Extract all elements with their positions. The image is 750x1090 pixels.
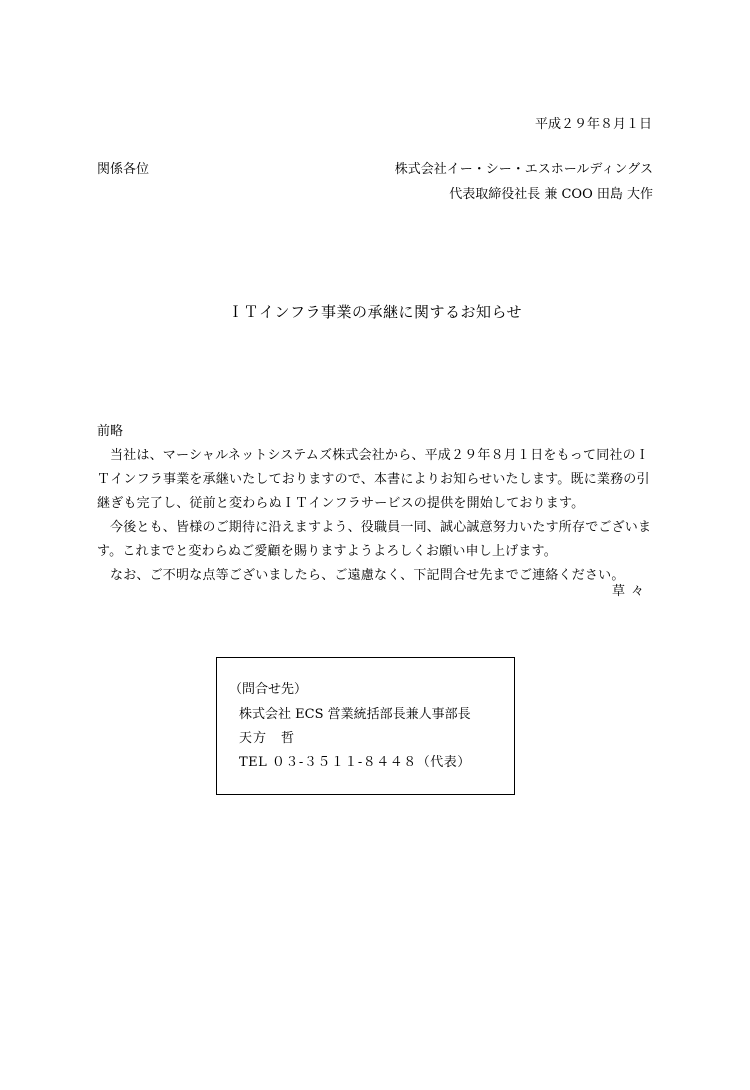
contact-organization: 株式会社 ECS 営業統括部長兼人事部長 [239,707,471,722]
paragraph: なお、ご不明な点等ございましたら、ご遠慮なく、下記問合せ先までご連絡ください。 [110,568,625,583]
contact-person: 天方 哲 [239,731,296,746]
closing: 草々 [611,584,650,599]
contact-heading: （問合せ先） [229,682,308,697]
recipient: 関係各位 [97,162,150,177]
salutation: 前略 [97,424,124,439]
sender-company: 株式会社イー・シー・エスホールディングス [394,162,653,177]
sender-representative: 代表取締役社長 兼 COO 田島 大作 [449,187,653,202]
paragraph: 当社は、マーシャルネットシステムズ株式会社から、平成２９年８月１日をもって同社のＩＴインフラ事業を承継いたしておりますので、本書によりお知らせいたします。既に業務の引継ぎも完了し、従前と変わらぬＩＴインフラサービスの提供を開始しております。 [97,448,650,511]
paragraph: 今後とも、皆様のご期待に沿えますよう、役職員一同、誠心誠意努力いたす所存でございます。これまでと変わらぬご愛顧を賜りますようよろしくお願い申し上げます。 [97,520,652,559]
body-text [97,444,657,588]
contact-phone: TEL ０３-３５１１-８４４８（代表） [239,755,471,770]
document-title: ＩＴインフラ事業の承継に関するお知らせ [227,303,523,321]
document-date: 平成２９年８月１日 [534,117,652,132]
contact-box [216,657,515,795]
